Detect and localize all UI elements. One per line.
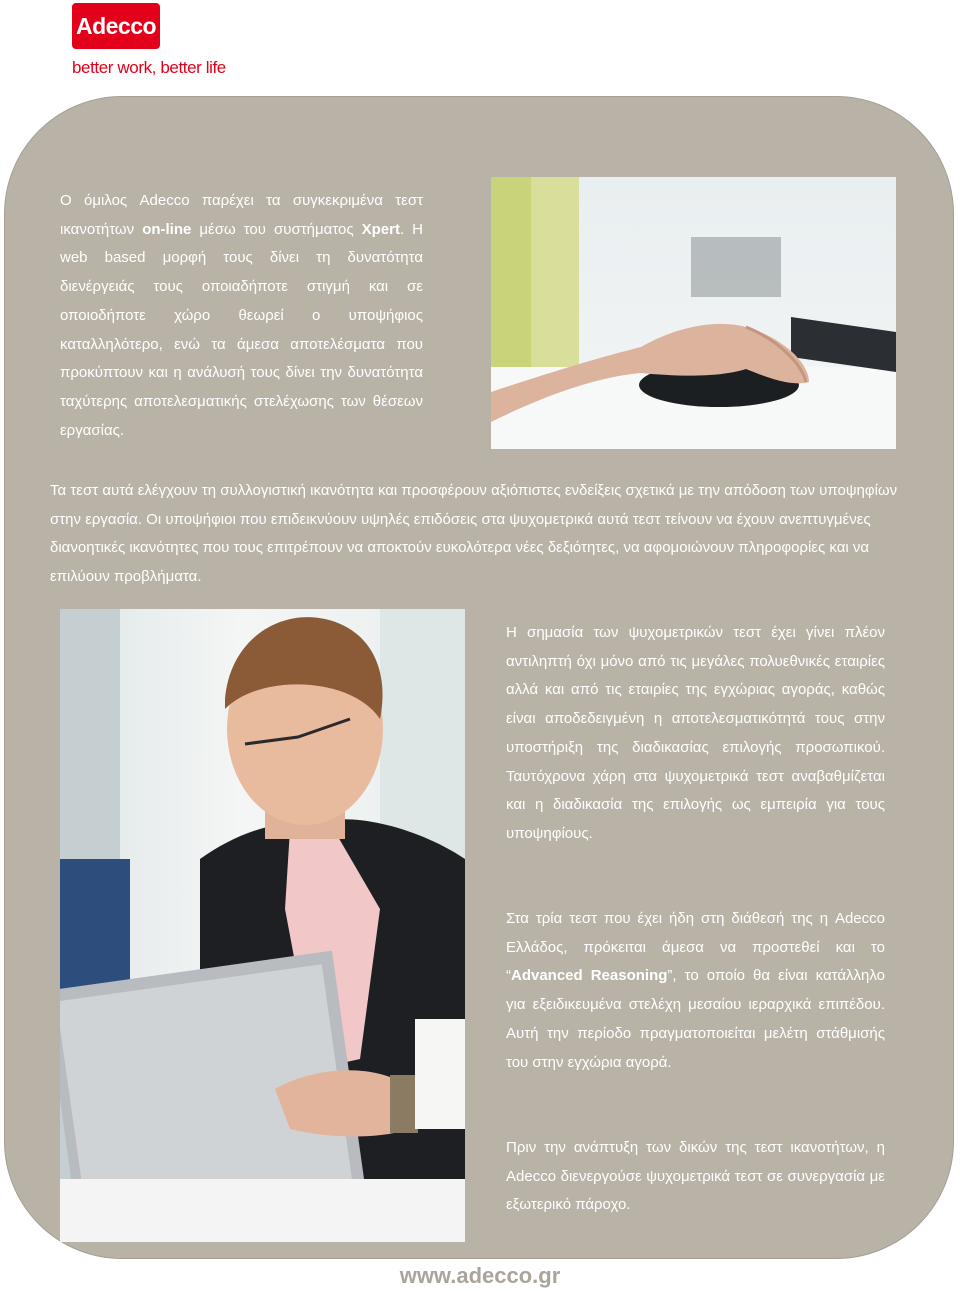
history-paragraph: Πριν την ανάπτυξη των δικών της τεστ ικανοτήτων, η Adecco διενεργούσε ψυχομετρικά τεστ σε συνεργασία με εξωτερικό πάροχο. — [506, 1139, 885, 1214]
importance-paragraph: Η σημασία των ψυχομετρικών τεστ έχει γίνει πλέον αντιληπτή όχι μόνο από τις μεγάλες πολυεθνικές εταιρίες αλλά και από τις εταιρίες της εγχώριας αγοράς, καθώς είναι αποδεδειγμένη η αποτελεσματικότητά τους στην υποστήριξη της διαδικασίας επιλογής προσωπικού. Ταυτόχρονα χάρη στα ψυχομετρικά τεστ αναβαθμίζεται και η διαδικασία της επιλογής ως εμπειρία για τους υποψηφίους. — [506, 624, 885, 842]
logo-text: Adecco — [75, 12, 157, 39]
brand-tagline: better work, better life — [72, 58, 226, 77]
man-at-laptop-photo — [60, 609, 465, 1242]
intro-paragraph: Ο όμιλος Adecco παρέχει τα συγκεκριμένα τεστ ικανοτήτων on-line μέσω του συστήματος Xpert. H web based μορφή τους δίνει τη δυνατότητα διενέργειάς τους οποιαδήποτε στιγμή και σε οποιοδήποτε χώρο θεωρεί ο υποψήφιος καταλληλότερο, ενώ τα άμεσα αποτελέσματα που προκύπτουν και η ανάλυσή τους δίνει την δυνατότητα ταχύτερης αποτελεσματικής στελέχωσης των θέσεων εργασίας. — [60, 192, 424, 439]
tests-paragraph: Τα τεστ αυτά ελέγχουν τη συλλογιστική ικανότητα και προσφέρουν αξιόπιστες ενδείξεις σχετικά με την απόδοση των υποψηφίων στην εργασία. Οι υποψήφιοι που επιδεικνύουν υψηλές επιδόσεις στα ψυχομετρικά αυτά τεστ τείνουν να έχουν ανεπτυγμένες διανοητικές ικανότητες που τους επιτρέπουν να αποκτούν ευκολότερα νέες δεξιότητες, να αφομοιώνουν πληροφορίες και να επιλύουν προβλήματα. — [50, 482, 898, 586]
greece-paragraph: Στα τρία τεστ που έχει ήδη στη διάθεσή της η Adecco Ελλάδος, πρόκειται άμεσα να προστεθεί και το “Advanced Reasoning”, το οποίο θα είναι κατάλληλο για εξειδικευμένα στελέχη μεσαίου ιεραρχικά επιπέδου. Αυτή την περίοδο πραγματοποιείται μελέτη στάθμισής του στην εγχώρια αγορά. — [506, 910, 885, 1071]
adecco-logo — [72, 3, 160, 49]
website-url[interactable]: www.adecco.gr — [399, 1263, 561, 1288]
hand-on-mouse-photo — [491, 177, 896, 449]
